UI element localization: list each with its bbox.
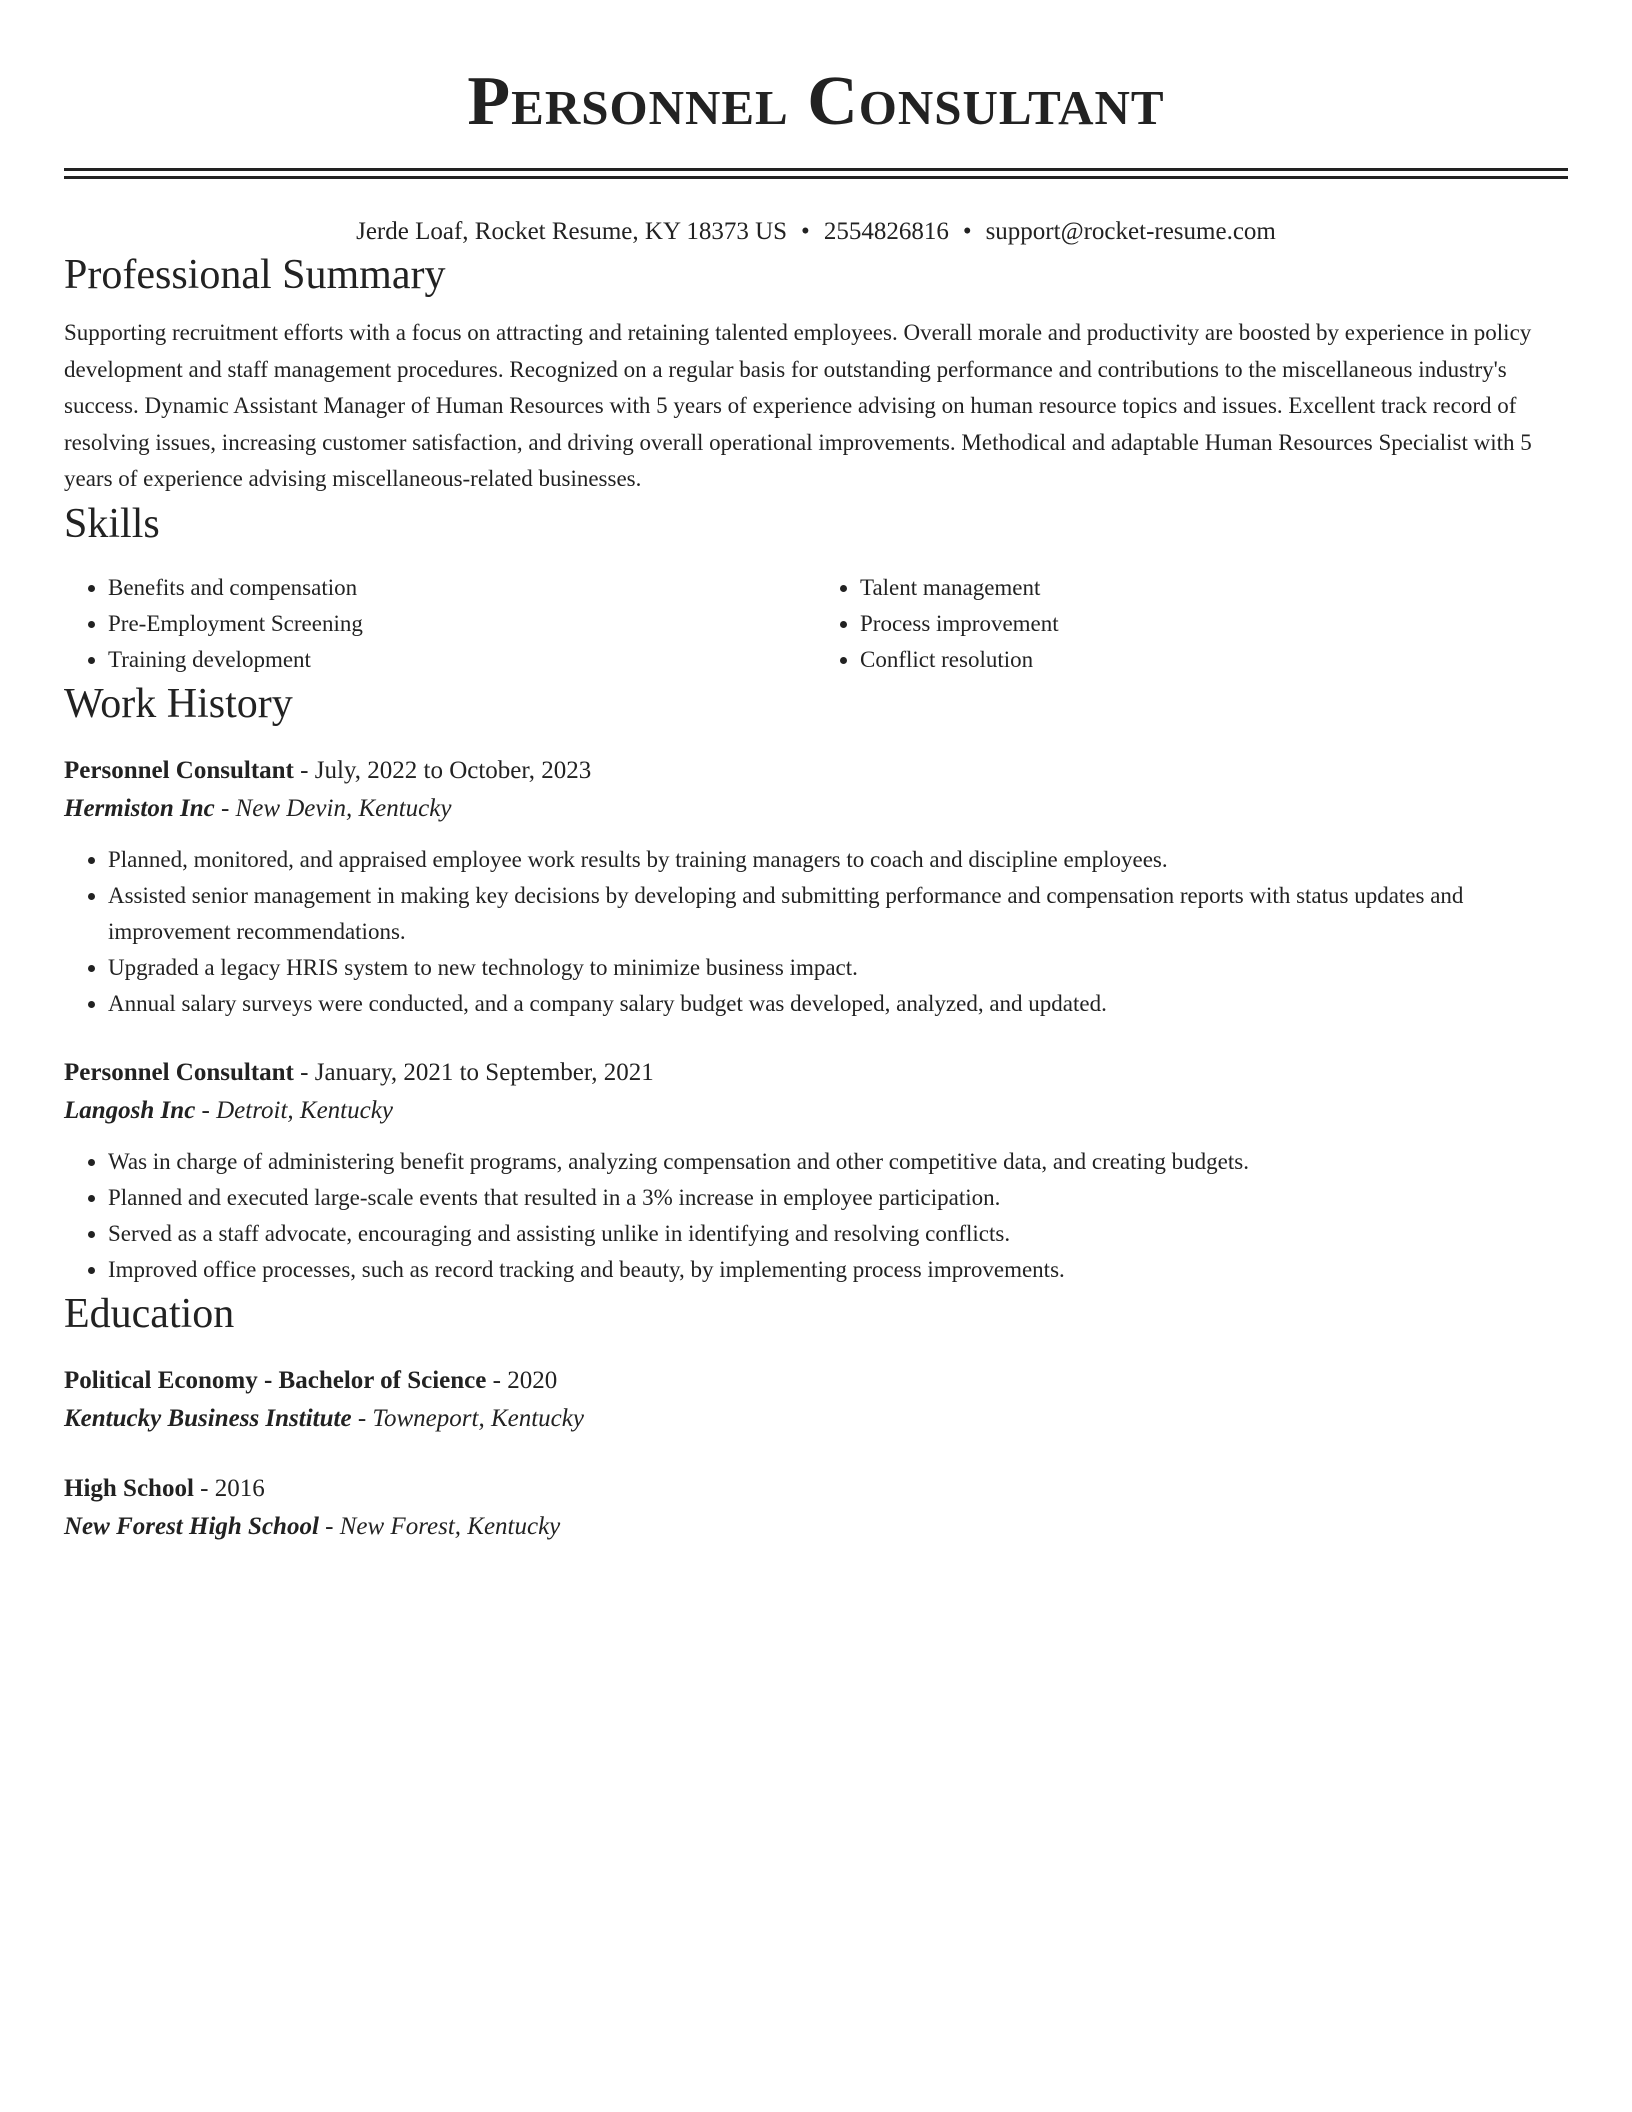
skill-item: • Talent management <box>860 570 1568 606</box>
skill-item: • Process improvement <box>860 606 1568 642</box>
education-heading: Education <box>64 1290 235 1337</box>
summary-text: Supporting recruitment efforts with a focus on attracting and retaining talented employees. Overall morale and productivity are boosted by experience in policy development and staff management procedures. Recognized on a regular basis for outstanding performance and contributions to the miscellaneous industry's success. Dynamic Assistant Manager of Human Resources with 5 years of experience advising on human resource topics and issues. Excellent track record of resolving issues, increasing customer satisfaction, and driving overall operational improvements. Methodical and adaptable Human Resources Specialist with 5 years of experience advising miscellaneous-related businesses. <box>64 320 1532 491</box>
education-school: Kentucky Business Institute <box>64 1404 352 1432</box>
skills-column-left <box>64 570 816 678</box>
skills-column-right <box>816 570 1568 678</box>
education-entry <box>64 1470 1568 1546</box>
skill-item: • Pre-Employment Screening <box>108 606 816 642</box>
job-entry <box>64 1054 1568 1288</box>
job-title-line <box>64 1054 1568 1092</box>
contact-phone: 2554826816 <box>823 218 949 245</box>
job-bullet: • Served as a staff advocate, encouraging and assisting unlike in identifying and resolving conflicts. <box>108 1216 1568 1252</box>
job-title: Personnel Consultant <box>64 1058 294 1086</box>
job-dates: - July, 2022 to October, 2023 <box>293 756 592 784</box>
skill-item: • Training development <box>108 642 816 678</box>
contact-line <box>64 215 1568 249</box>
education-year: - 2020 <box>486 1366 558 1394</box>
title-double-rule <box>64 168 1568 179</box>
job-bullet: • Improved office processes, such as record tracking and beauty, by implementing process improvements. <box>108 1252 1568 1288</box>
job-bullets <box>64 842 1568 1022</box>
job-bullet: • Annual salary surveys were conducted, and a company salary budget was developed, analyzed, and updated. <box>108 986 1568 1022</box>
job-title: Personnel Consultant <box>64 756 294 784</box>
education-school-line <box>64 1508 1568 1546</box>
job-location: - Detroit, Kentucky <box>195 1096 393 1124</box>
job-bullet: • Planned and executed large-scale events that resulted in a 3% increase in employee participation. <box>108 1180 1568 1216</box>
education-degree-line <box>64 1470 1568 1508</box>
skill-item: • Conflict resolution <box>860 642 1568 678</box>
job-dates: - January, 2021 to September, 2021 <box>293 1058 654 1086</box>
summary-heading: Professional Summary <box>64 252 446 298</box>
job-entry <box>64 752 1568 1022</box>
education-degree: High School <box>64 1474 194 1502</box>
job-company: Hermiston Inc <box>64 794 215 822</box>
education-location: - Towneport, Kentucky <box>351 1404 584 1432</box>
job-bullet: • Assisted senior management in making key decisions by developing and submitting performance and compensation reports with status updates and improvement recommendations. <box>108 878 1568 950</box>
job-bullet: • Upgraded a legacy HRIS system to new technology to minimize business impact. <box>108 950 1568 986</box>
education-location: - New Forest, Kentucky <box>318 1512 561 1540</box>
skills-list <box>64 570 1568 678</box>
education-degree-line <box>64 1362 1568 1400</box>
work-history-heading: Work History <box>64 680 293 727</box>
job-bullet: • Was in charge of administering benefit programs, analyzing compensation and other competitive data, and creating budgets. <box>108 1144 1568 1180</box>
skills-heading: Skills <box>64 500 160 547</box>
job-bullets <box>64 1144 1568 1288</box>
skill-item: • Benefits and compensation <box>108 570 816 606</box>
contact-address: Jerde Loaf, Rocket Resume, KY 18373 US <box>356 218 788 245</box>
education-school: New Forest High School <box>64 1512 319 1540</box>
job-title-line <box>64 752 1568 790</box>
education-entry <box>64 1362 1568 1438</box>
education-year: - 2016 <box>193 1474 265 1502</box>
job-bullet: • Planned, monitored, and appraised employee work results by training managers to coach and discipline employees. <box>108 842 1568 878</box>
contact-email: support@rocket-resume.com <box>985 218 1276 245</box>
education-degree: Political Economy - Bachelor of Science <box>64 1366 487 1394</box>
job-location: - New Devin, Kentucky <box>214 794 452 822</box>
job-company-line <box>64 1092 1568 1130</box>
job-company: Langosh Inc <box>64 1096 196 1124</box>
contact-separator: • <box>962 218 972 245</box>
job-company-line <box>64 790 1568 828</box>
resume-title: Personnel Consultant <box>467 63 1165 140</box>
education-school-line <box>64 1400 1568 1438</box>
contact-separator: • <box>801 218 810 245</box>
